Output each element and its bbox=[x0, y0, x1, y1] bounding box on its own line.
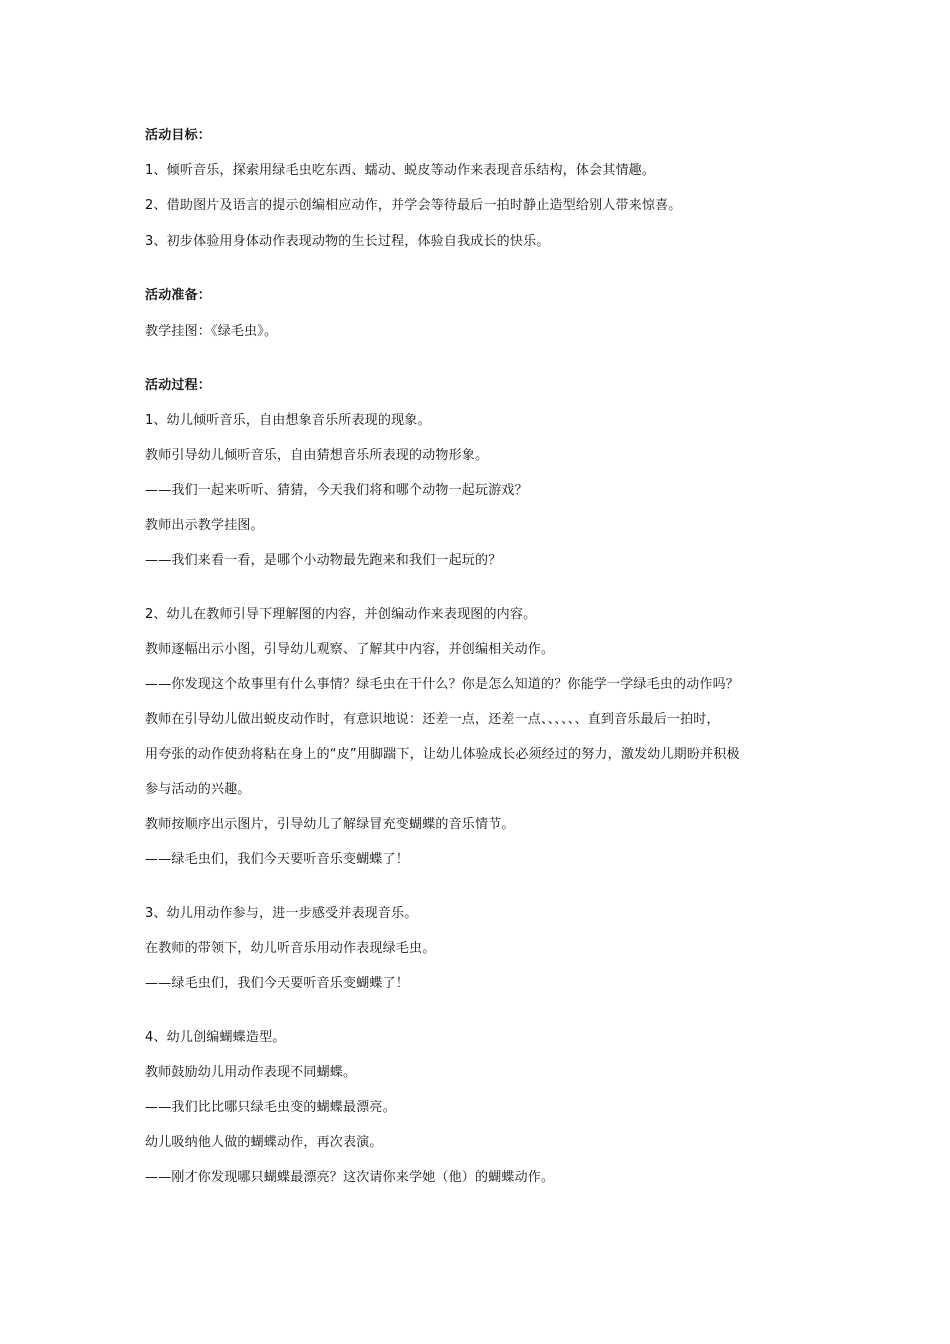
process-step1-line-1: 1、幼儿倾听音乐，自由想象音乐所表现的现象。 bbox=[145, 413, 431, 428]
process-step2-line-5: 用夸张的动作使劲将粘在身上的“皮”用脚踹下，让幼儿体验成长必须经过的努力，激发幼儿期盼并积极 bbox=[145, 747, 740, 762]
section-heading-goals: 活动目标： bbox=[145, 128, 212, 143]
process-step4-line-3: ——我们比比哪只绿毛虫变的蝴蝶最漂亮。 bbox=[145, 1100, 396, 1115]
process-step3-line-3: ——绿毛虫们，我们今天要听音乐变蝴蝶了！ bbox=[145, 976, 410, 991]
process-step4-line-4: 幼儿吸纳他人做的蝴蝶动作，再次表演。 bbox=[145, 1135, 383, 1150]
process-step3-line-2: 在教师的带领下，幼儿听音乐用动作表现绿毛虫。 bbox=[145, 941, 436, 956]
process-step2-line-2: 教师逐幅出示小图，引导幼儿观察、了解其中内容，并创编相关动作。 bbox=[145, 642, 555, 657]
process-step2-line-3: ——你发现这个故事里有什么事情？绿毛虫在干什么？你是怎么知道的？你能学一学绿毛虫的动作吗？ bbox=[145, 677, 740, 692]
process-step2-line-7: 教师按顺序出示图片，引导幼儿了解绿冒充变蝴蝶的音乐情节。 bbox=[145, 817, 515, 832]
process-step2-line-8: ——绿毛虫们，我们今天要听音乐变蝴蝶了！ bbox=[145, 852, 410, 867]
process-step2-line-4: 教师在引导幼儿做出蜕皮动作时，有意识地说：还差一点，还差一点、、、、、、直到音乐最后一拍时， bbox=[145, 712, 720, 727]
process-step4-line-5: ——刚才你发现哪只蝴蝶最漂亮？这次请你来学她（他）的蝴蝶动作。 bbox=[145, 1170, 555, 1185]
process-step4-line-1: 4、幼儿创编蝴蝶造型。 bbox=[145, 1030, 286, 1045]
section-heading-process: 活动过程： bbox=[145, 378, 212, 393]
process-step3-line-1: 3、幼儿用动作参与，进一步感受并表现音乐。 bbox=[145, 906, 418, 921]
goal-item-3: 3、初步体验用身体动作表现动物的生长过程，体验自我成长的快乐。 bbox=[145, 234, 550, 249]
section-heading-prep: 活动准备： bbox=[145, 288, 212, 303]
process-step1-line-2: 教师引导幼儿倾听音乐，自由猜想音乐所表现的动物形象。 bbox=[145, 448, 489, 463]
process-step2-line-6: 参与活动的兴趣。 bbox=[145, 782, 251, 797]
process-step4-line-2: 教师鼓励幼儿用动作表现不同蝴蝶。 bbox=[145, 1065, 357, 1080]
process-step1-line-3: ——我们一起来听听、猜猜，今天我们将和哪个动物一起玩游戏？ bbox=[145, 483, 528, 498]
process-step2-line-1: 2、幼儿在教师引导下理解图的内容，并创编动作来表现图的内容。 bbox=[145, 607, 537, 622]
process-step1-line-5: ——我们来看一看，是哪个小动物最先跑来和我们一起玩的？ bbox=[145, 553, 502, 568]
process-step1-line-4: 教师出示教学挂图。 bbox=[145, 518, 264, 533]
goal-item-2: 2、借助图片及语言的提示创编相应动作，并学会等待最后一拍时静止造型给别人带来惊喜。 bbox=[145, 198, 682, 213]
goal-item-1: 1、倾听音乐，探索用绿毛虫吃东西、蠕动、蜕皮等动作来表现音乐结构，体会其情趣。 bbox=[145, 163, 656, 178]
prep-item-1: 教学挂图：《绿毛虫》。 bbox=[145, 324, 278, 339]
